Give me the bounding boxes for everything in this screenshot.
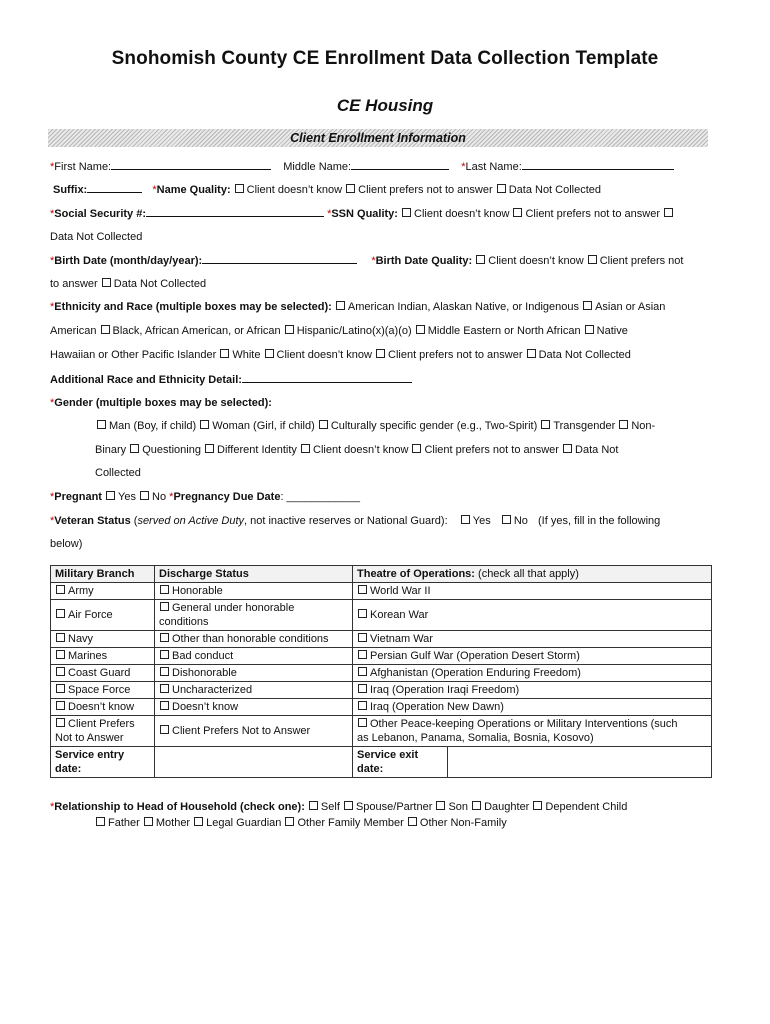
option-label: Iraq (Operation Iraqi Freedom)	[370, 684, 520, 696]
table-header-row	[51, 566, 712, 583]
option-label: White	[232, 349, 261, 361]
pregnant-label: Pregnant	[54, 491, 102, 503]
ssn-label: Social Security #:	[54, 208, 146, 220]
checkbox[interactable]	[160, 650, 169, 659]
checkbox[interactable]	[56, 718, 65, 727]
dob-row-cont	[50, 277, 206, 291]
checkbox[interactable]	[56, 633, 65, 642]
checkbox[interactable]	[476, 255, 485, 264]
checkbox[interactable]	[358, 585, 367, 594]
additional-race-row	[50, 372, 412, 387]
option-label: Space Force	[68, 684, 131, 696]
checkbox[interactable]	[160, 701, 169, 710]
gender-options-2	[95, 443, 618, 457]
required-mark: *	[50, 801, 55, 813]
checkbox[interactable]	[160, 725, 169, 734]
checkbox[interactable]	[285, 325, 294, 334]
option-label: Hawaiian or Other Pacific Islander	[50, 349, 217, 361]
checkbox[interactable]	[140, 491, 149, 500]
checkbox[interactable]	[563, 444, 572, 453]
service-entry-label: Service entry	[55, 749, 125, 761]
option-label: Other Family Member	[297, 817, 404, 829]
middle-name-label: Middle Name:	[283, 161, 352, 173]
required-mark: *	[371, 255, 376, 267]
option-label: Self	[320, 801, 340, 813]
veteran-row-cont	[50, 537, 82, 551]
relationship-label: Relationship to Head of Household (check one):	[54, 801, 305, 813]
checkbox[interactable]	[583, 301, 592, 310]
option-label: Data Not Collected	[50, 231, 143, 243]
checkbox[interactable]	[358, 633, 367, 642]
header-military-branch: Military Branch	[51, 566, 155, 583]
checkbox[interactable]	[619, 420, 628, 429]
option-label: Client doesn’t know	[414, 208, 510, 220]
suffix-label: Suffix:	[53, 184, 88, 196]
ssn-row-cont	[50, 230, 142, 244]
option-label: Other Peace-keeping Operations or Military Interventions (such	[370, 718, 678, 730]
table-row	[51, 699, 712, 716]
ssn-field[interactable]	[146, 206, 324, 217]
gender-row	[50, 396, 272, 410]
header-theatre: Theatre of Operations: (check all that apply)	[353, 566, 712, 583]
veteran-desc: , not inactive reserves or National Guard):	[244, 515, 448, 527]
checkbox[interactable]	[358, 701, 367, 710]
veteran-followup: below)	[50, 538, 83, 550]
due-date-label: Pregnancy Due Date	[173, 491, 281, 503]
dob-quality-label: Birth Date Quality:	[375, 255, 473, 267]
option-label: Yes	[472, 515, 491, 527]
ssn-row	[50, 206, 676, 221]
checkbox[interactable]	[533, 801, 542, 810]
option-label: Yes	[118, 491, 136, 503]
option-label: Client doesn’t know	[276, 349, 372, 361]
ethnicity-row-3	[50, 348, 631, 362]
first-name-label: First Name:	[54, 161, 112, 173]
checkbox[interactable]	[56, 684, 65, 693]
option-label: Transgender	[553, 420, 616, 432]
additional-race-label: Additional Race and Ethnicity Detail:	[50, 374, 242, 386]
option-label: Daughter	[484, 801, 530, 813]
option-label: Culturally specific gender (e.g., Two-Spirit)	[330, 420, 538, 432]
checkbox[interactable]	[319, 420, 328, 429]
last-name-field[interactable]	[522, 159, 674, 170]
option-label: Native	[596, 325, 628, 337]
ethnicity-row-2	[50, 324, 628, 338]
checkbox[interactable]	[160, 667, 169, 676]
checkbox[interactable]	[502, 515, 511, 524]
option-label: Legal Guardian	[206, 817, 282, 829]
option-label: Binary	[95, 444, 127, 456]
checkbox[interactable]	[96, 817, 105, 826]
option-label: Vietnam War	[370, 633, 433, 645]
option-label: Client prefers not to answer	[388, 349, 523, 361]
service-exit-label: date:	[357, 763, 384, 775]
option-label: Marines	[68, 650, 108, 662]
required-mark: *	[50, 397, 55, 409]
checkbox[interactable]	[205, 444, 214, 453]
option-label: No	[152, 491, 167, 503]
veteran-italic: served on Active Duty	[137, 515, 245, 527]
option-label: Client doesn’t know	[246, 184, 343, 196]
checkbox[interactable]	[336, 301, 345, 310]
checkbox[interactable]	[513, 208, 522, 217]
checkbox[interactable]	[160, 684, 169, 693]
table-row	[51, 665, 712, 682]
option-label: Black, African American, or African	[112, 325, 281, 337]
option-label: Spouse/Partner	[355, 801, 433, 813]
required-mark: *	[50, 301, 55, 313]
veteran-followup: (If yes, fill in the following	[538, 515, 661, 527]
required-mark: *	[50, 515, 55, 527]
option-label: Afghanistan (Operation Enduring Freedom)	[370, 667, 581, 679]
option-label: Korean War	[370, 609, 429, 621]
veteran-paren: (	[130, 515, 138, 527]
service-entry-label: date:	[55, 763, 82, 775]
required-mark: *	[169, 491, 174, 503]
checkbox[interactable]	[358, 667, 367, 676]
option-label: Mother	[155, 817, 191, 829]
military-table	[50, 565, 712, 778]
checkbox[interactable]	[664, 208, 673, 217]
option-label: Son	[448, 801, 469, 813]
veteran-label: Veteran Status	[54, 515, 131, 527]
required-mark: *	[50, 491, 55, 503]
checkbox[interactable]	[344, 801, 353, 810]
option-label: Client prefers not to answer	[525, 208, 660, 220]
option-label: Client prefers not to answer	[358, 184, 493, 196]
option-label: Doesn’t know	[68, 701, 135, 713]
checkbox[interactable]	[472, 801, 481, 810]
option-label: Different Identity	[217, 444, 297, 456]
gender-options-3	[95, 466, 141, 480]
last-name-label: Last Name:	[465, 161, 522, 173]
additional-race-field[interactable]	[242, 372, 412, 383]
checkbox[interactable]	[497, 184, 506, 193]
option-label: Hispanic/Latino(x)(a)(o)	[296, 325, 412, 337]
option-label: Collected	[95, 467, 141, 479]
checkbox[interactable]	[309, 801, 318, 810]
option-label: Client prefers not	[599, 255, 684, 267]
option-label: American Indian, Alaskan Native, or Indigenous	[347, 301, 580, 313]
option-label: Data Not Collected	[113, 278, 207, 290]
option-label: Data Not Collected	[508, 184, 602, 196]
dob-label: Birth Date (month/day/year):	[54, 255, 203, 267]
option-label: Man (Boy, if child)	[109, 420, 197, 432]
option-label: Not to Answer	[55, 732, 124, 744]
required-mark: *	[152, 184, 157, 196]
option-label: Questioning	[142, 444, 201, 456]
name-row	[50, 159, 674, 174]
checkbox[interactable]	[265, 349, 274, 358]
checkbox[interactable]	[101, 325, 110, 334]
checkbox[interactable]	[194, 817, 203, 826]
checkbox[interactable]	[56, 609, 65, 618]
suffix-field[interactable]	[87, 182, 142, 193]
checkbox[interactable]	[402, 208, 411, 217]
checkbox[interactable]	[56, 650, 65, 659]
service-entry-field[interactable]	[155, 747, 353, 778]
checkbox[interactable]	[144, 817, 153, 826]
first-name-field[interactable]	[111, 159, 271, 170]
checkbox[interactable]	[358, 718, 367, 727]
option-label: No	[513, 515, 528, 527]
pregnant-row	[50, 490, 360, 504]
checkbox[interactable]	[56, 667, 65, 676]
checkbox[interactable]	[200, 420, 209, 429]
option-label: American	[50, 325, 97, 337]
table-row	[51, 682, 712, 699]
service-exit-field[interactable]	[448, 747, 712, 778]
page-subtitle: CE Housing	[336, 96, 434, 115]
checkbox[interactable]	[436, 801, 445, 810]
checkbox[interactable]	[346, 184, 355, 193]
option-label: Asian or Asian	[595, 301, 666, 313]
checkbox[interactable]	[106, 491, 115, 500]
option-label: Air Force	[68, 609, 113, 621]
relationship-row	[50, 800, 627, 814]
ssn-quality-label: SSN Quality:	[331, 208, 398, 220]
page-title: Snohomish County CE Enrollment Data Collection Template	[111, 48, 659, 69]
required-mark: *	[327, 208, 332, 220]
table-row	[51, 631, 712, 648]
option-label: Honorable	[172, 585, 223, 597]
checkbox[interactable]	[585, 325, 594, 334]
option-label: Other than honorable conditions	[172, 633, 329, 645]
due-date-field[interactable]: : ____________	[280, 491, 360, 503]
table-row	[51, 747, 712, 778]
option-label: Other Non-Family	[419, 817, 507, 829]
required-mark: *	[50, 208, 55, 220]
option-label: as Lebanon, Panama, Somalia, Bosnia, Kosovo)	[357, 732, 594, 744]
service-exit-label: Service exit	[357, 749, 419, 761]
table-row	[51, 600, 712, 631]
option-label: Bad conduct	[172, 650, 234, 662]
checkbox[interactable]	[527, 349, 536, 358]
checkbox[interactable]	[160, 602, 169, 611]
option-label: Army	[68, 585, 94, 597]
checkbox[interactable]	[358, 609, 367, 618]
option-label: Client Prefers	[68, 718, 135, 730]
name-quality-label: Name Quality:	[156, 184, 231, 196]
option-label: Iraq (Operation New Dawn)	[370, 701, 504, 713]
checkbox[interactable]	[220, 349, 229, 358]
checkbox[interactable]	[130, 444, 139, 453]
option-label: General under honorable	[172, 602, 295, 614]
option-label: Doesn’t know	[172, 701, 239, 713]
option-label: Client prefers not to answer	[424, 444, 559, 456]
checkbox[interactable]	[160, 633, 169, 642]
gender-options-1	[96, 419, 655, 433]
option-label: to answer	[50, 278, 98, 290]
option-label: Navy	[68, 633, 94, 645]
option-label: Father	[108, 817, 140, 829]
option-label: Woman (Girl, if child)	[212, 420, 315, 432]
option-label: conditions	[159, 616, 209, 628]
option-label: Client doesn’t know	[488, 255, 584, 267]
checkbox[interactable]	[285, 817, 294, 826]
checkbox[interactable]	[301, 444, 310, 453]
option-label: Middle Eastern or North African	[427, 325, 581, 337]
checkbox[interactable]	[412, 444, 421, 453]
option-label: Data Not	[575, 444, 619, 456]
option-label: Persian Gulf War (Operation Desert Storm)	[370, 650, 580, 662]
table-row	[51, 716, 712, 747]
relationship-row-2	[95, 816, 507, 830]
option-label: Uncharacterized	[172, 684, 253, 696]
required-mark: *	[461, 161, 466, 173]
required-mark: *	[50, 255, 55, 267]
middle-name-field[interactable]	[351, 159, 449, 170]
checkbox[interactable]	[588, 255, 597, 264]
checkbox[interactable]	[541, 420, 550, 429]
checkbox[interactable]	[56, 701, 65, 710]
option-label: Dependent Child	[545, 801, 628, 813]
option-label: Data Not Collected	[538, 349, 631, 361]
table-row	[51, 648, 712, 665]
header-discharge-status: Discharge Status	[155, 566, 353, 583]
checkbox[interactable]	[358, 650, 367, 659]
option-label: Dishonorable	[172, 667, 237, 679]
table-row	[51, 583, 712, 600]
section-header: Client Enrollment Information	[48, 129, 708, 147]
option-label: World War II	[370, 585, 431, 597]
checkbox[interactable]	[358, 684, 367, 693]
dob-field[interactable]	[202, 253, 357, 264]
checkbox[interactable]	[97, 420, 106, 429]
checkbox[interactable]	[235, 184, 244, 193]
option-label: Non-	[631, 420, 656, 432]
option-label: Client doesn’t know	[313, 444, 409, 456]
checkbox[interactable]	[461, 515, 470, 524]
option-label: Coast Guard	[68, 667, 131, 679]
ethnicity-row	[50, 300, 665, 314]
checkbox[interactable]	[56, 585, 65, 594]
checkbox[interactable]	[102, 278, 111, 287]
ethnicity-label: Ethnicity and Race (multiple boxes may be selected):	[54, 301, 332, 313]
dob-row	[50, 253, 683, 268]
option-label: Client Prefers Not to Answer	[172, 725, 311, 737]
gender-label: Gender (multiple boxes may be selected):	[54, 397, 272, 409]
checkbox[interactable]	[416, 325, 425, 334]
checkbox[interactable]	[160, 585, 169, 594]
checkbox[interactable]	[376, 349, 385, 358]
suffix-row	[53, 182, 601, 197]
checkbox[interactable]	[408, 817, 417, 826]
veteran-row	[50, 514, 660, 528]
required-mark: *	[50, 161, 55, 173]
